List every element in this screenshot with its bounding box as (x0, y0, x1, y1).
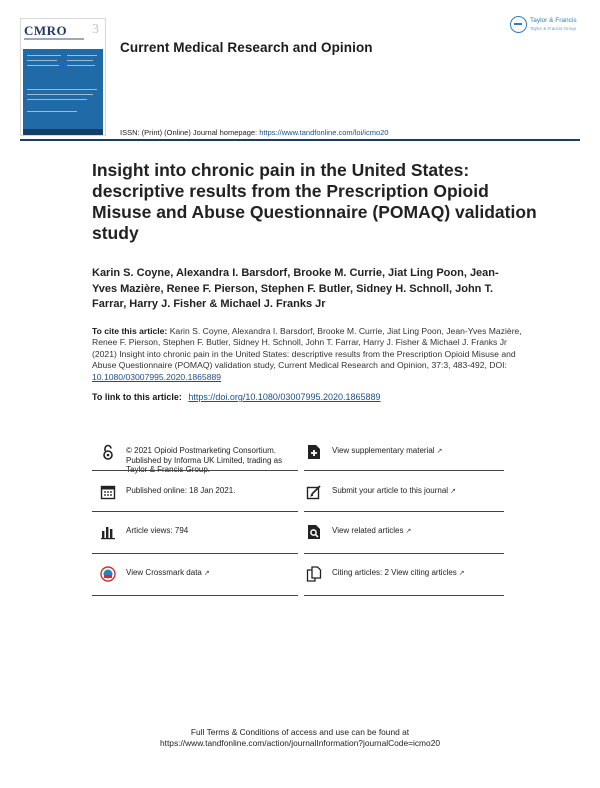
divider (92, 595, 298, 596)
cover-artwork (23, 49, 103, 135)
bar-chart-icon (100, 524, 116, 540)
copyright-info (100, 440, 300, 484)
crossmark-link[interactable] (100, 562, 300, 602)
cover-subtitle-rule (24, 38, 84, 40)
external-link-icon: ↗ (436, 448, 443, 455)
submit-article-link[interactable] (306, 480, 506, 520)
supplementary-label-wrap (332, 446, 442, 457)
cover-text-line (27, 65, 59, 66)
copyright-text: © 2021 Opioid Postmarketing Consortium. Published by Informa UK Limited, trading as (126, 446, 283, 465)
article-title: Insight into chronic pain in the United States: descriptive results from the Prescription Opioid Misuse and Abuse Questionnaire (POMAQ) validation study (92, 160, 537, 243)
citing-articles-link[interactable] (306, 562, 506, 602)
cover-text-line (27, 60, 57, 61)
journal-cover-thumbnail (20, 18, 106, 136)
divider (304, 511, 504, 512)
crossmark-label: View Crossmark data (126, 568, 202, 577)
cover-text-line (27, 99, 87, 100)
cover-text-line (27, 55, 61, 56)
search-document-icon (306, 524, 322, 540)
calendar-icon (100, 484, 116, 500)
citation-doi-link[interactable]: 10.1080/03007995.2020.1865889 (92, 371, 222, 382)
open-access-icon (100, 444, 116, 460)
terms-footer-link[interactable]: https://www.tandfonline.com/action/journalInformation?journalCode=icmo20 (159, 738, 441, 748)
crossmark-label-wrap (126, 568, 210, 579)
external-link-icon: ↗ (450, 488, 456, 495)
cover-text-line (67, 65, 95, 66)
article-link-line (92, 392, 381, 402)
cover-text-line (27, 94, 93, 95)
publisher-tagline: Taylor & Francis Group (530, 26, 577, 31)
article-views-text: Article views: 794 (126, 526, 189, 535)
cover-bottom-strip (23, 129, 103, 135)
issn-line (120, 128, 388, 137)
cover-text-line (27, 89, 97, 90)
published-date-text: Published online: 18 Jan 2021. (126, 486, 236, 495)
citing-label-wrap (332, 568, 465, 579)
cover-text-line (67, 60, 93, 61)
citation-block (92, 326, 532, 383)
related-label: View related articles (332, 526, 404, 535)
submit-label-wrap (332, 486, 456, 497)
copy-documents-icon (306, 566, 322, 582)
edit-pencil-icon (306, 484, 322, 500)
divider (304, 553, 504, 554)
supplementary-material-link[interactable] (306, 440, 506, 480)
divider (92, 511, 298, 512)
publisher-name: Taylor & Francis (530, 17, 577, 24)
divider (92, 553, 298, 554)
submit-label: Submit your article to this journal (332, 486, 449, 495)
publisher-logo-icon (510, 16, 527, 33)
crossmark-icon (100, 566, 116, 582)
cover-logo: CMRO (24, 23, 68, 38)
cover-volume-number: 3 (92, 22, 99, 37)
article-doi-link[interactable]: https://doi.org/10.1080/03007995.2020.1865889 (188, 392, 381, 402)
cover-top-band (21, 19, 105, 47)
issn-text: ISSN: (Print) (Online) Journal homepage: (120, 128, 258, 137)
document-plus-icon (306, 444, 322, 460)
article-views (100, 520, 300, 560)
header-rule (20, 139, 580, 141)
divider (92, 470, 298, 471)
citation-label: To cite this article: (92, 326, 168, 336)
terms-footer-line1: Full Terms & Conditions of access and use can be found at (190, 727, 410, 737)
cover-text-line (67, 55, 97, 56)
supplementary-label: View supplementary material (332, 446, 435, 455)
external-link-icon: ↗ (203, 570, 210, 577)
terms-footer (0, 727, 600, 749)
journal-title: Current Medical Research and Opinion (120, 40, 373, 55)
related-articles-link[interactable] (306, 520, 506, 560)
related-label-wrap (332, 526, 411, 537)
external-link-icon: ↗ (405, 528, 412, 535)
citation-text: Karin S. Coyne, Alexandra I. Barsdorf, Brooke M. Currie, Jiat Ling Poon, Jean-Yves Mazière, Renee F. Pierson, Stephen F. Butler, Sidney H. Schnoll, John T. Farrar, Harry J. Fisher & Michael J. Franks Jr (2021) Insight into chronic pain in the United States: descriptive results from the Prescription Opioid Misuse and Abuse Questionnaire (POMAQ) validation study, Current Medical Research and Opinion, 37:3, 483-492, DOI: (92, 326, 522, 371)
citing-label: Citing articles: 2 View citing articles (332, 568, 457, 577)
author-list: Karin S. Coyne, Alexandra I. Barsdorf, Brooke M. Currie, Jiat Ling Poon, Jean-Yves Mazière, Renee F. Pierson, Stephen F. Butler, Sidney H. Schnoll, John T. Farrar, Harry J. Fisher & Michael J. Franks Jr (92, 267, 499, 310)
cover-text-line (27, 111, 77, 112)
journal-homepage-link[interactable]: https://www.tandfonline.com/loi/icmo20 (259, 128, 389, 137)
published-date (100, 480, 300, 520)
divider (304, 595, 504, 596)
publisher-logo (510, 16, 582, 36)
article-link-label: To link to this article: (92, 392, 182, 402)
external-link-icon: ↗ (458, 570, 465, 577)
divider (304, 470, 504, 471)
